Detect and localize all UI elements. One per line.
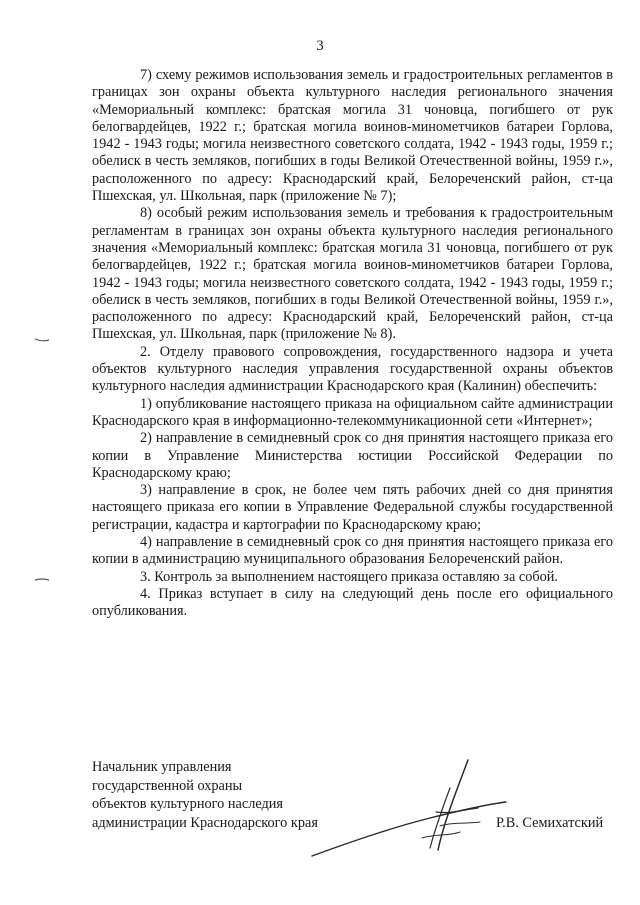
margin-mark-icon: [34, 337, 50, 343]
paragraph-subitem-4: 4) направление в семидневный срок со дня принятия настоящего приказа его копии в администрацию муниципального образования Белореченский район.: [92, 534, 613, 568]
page-number: 3: [316, 38, 324, 54]
paragraph-subitem-1: 1) опубликование настоящего приказа на официальном сайте администрации Краснодарского края в информационно-телекоммуникационной сети «Интернет»;: [92, 395, 613, 429]
paragraph-subitem-2: 2) направление в семидневный срок со дня принятия настоящего приказа его копии в Управление Министерства юстиции Российской Федерации по Краснодарскому краю;: [92, 430, 613, 481]
signature-title-line: объектов культурного наследия: [92, 796, 283, 812]
paragraph-clause-2: 2. Отделу правового сопровождения, государственного надзора и учета объектов культурного наследия управления государственной охраны объектов культурного наследия администрации Краснодарского края (Калинин) обеспечить:: [92, 343, 613, 395]
signatory-name: Р.В. Семихатский: [496, 815, 604, 831]
paragraph-clause-3: 3. Контроль за выполнением настоящего приказа оставляю за собой.: [140, 568, 559, 585]
signature-title-line: государственной охраны: [92, 777, 243, 794]
margin-mark-icon: [34, 577, 50, 583]
signature-title-block: [92, 758, 318, 832]
paragraph-subitem-3: 3) направление в срок, не более чем пять рабочих дней со дня принятия настоящего приказа его копии в Управление Федеральной службы государственной регистрации, кадастра и картографии по Краснодарскому краю;: [92, 482, 613, 533]
handwritten-signature-icon: [310, 752, 510, 864]
paragraph-item-8: 8) особый режим использования земель и требования к градостроительным регламентам в границах зон охраны объекта культурного наследия регионального значения «Мемориальный комплекс: братская могила 31 чоновца, погибшего от рук белогвардейцев, 1922 г.; братская могила воинов-минометчиков батареи Горлова, 1942 - 1943 годы; могила неизвестного советского солдата, 1942 - 1943 годы, 1959 г.; обелиск в честь земляков, погибших в годы Великой Отечественной войны, 1959 г.», расположенного по адресу: Краснодарский край, Белореченский район, ст-ца Пшехская, ул. Школьная, парк (приложение № 8).: [92, 205, 613, 343]
signature-title-line: администрации Краснодарского края: [92, 814, 318, 831]
paragraph-clause-4: 4. Приказ вступает в силу на следующий день после его официального опубликования.: [92, 585, 613, 620]
signature-title-line: Начальник управления: [92, 759, 232, 775]
paragraph-item-7: 7) схему режимов использования земель и градостроительных регламентов в границах зон охраны объекта культурного наследия регионального значения «Мемориальный комплекс: братская могила 31 чоновца, погибшего от рук белогвардейцев, 1922 г.; братская могила воинов-минометчиков батареи Горлова, 1942 - 1943 годы; могила неизвестного советского солдата, 1942 - 1943 годы, 1959 г.; обелиск в честь земляков, погибших в годы Великой Отечественной войны, 1959 г.», расположенного по адресу: Краснодарский край, Белореченский район, ст-ца Пшехская, ул. Школьная, парк (приложение № 7);: [92, 67, 613, 205]
document-body: [92, 67, 613, 621]
